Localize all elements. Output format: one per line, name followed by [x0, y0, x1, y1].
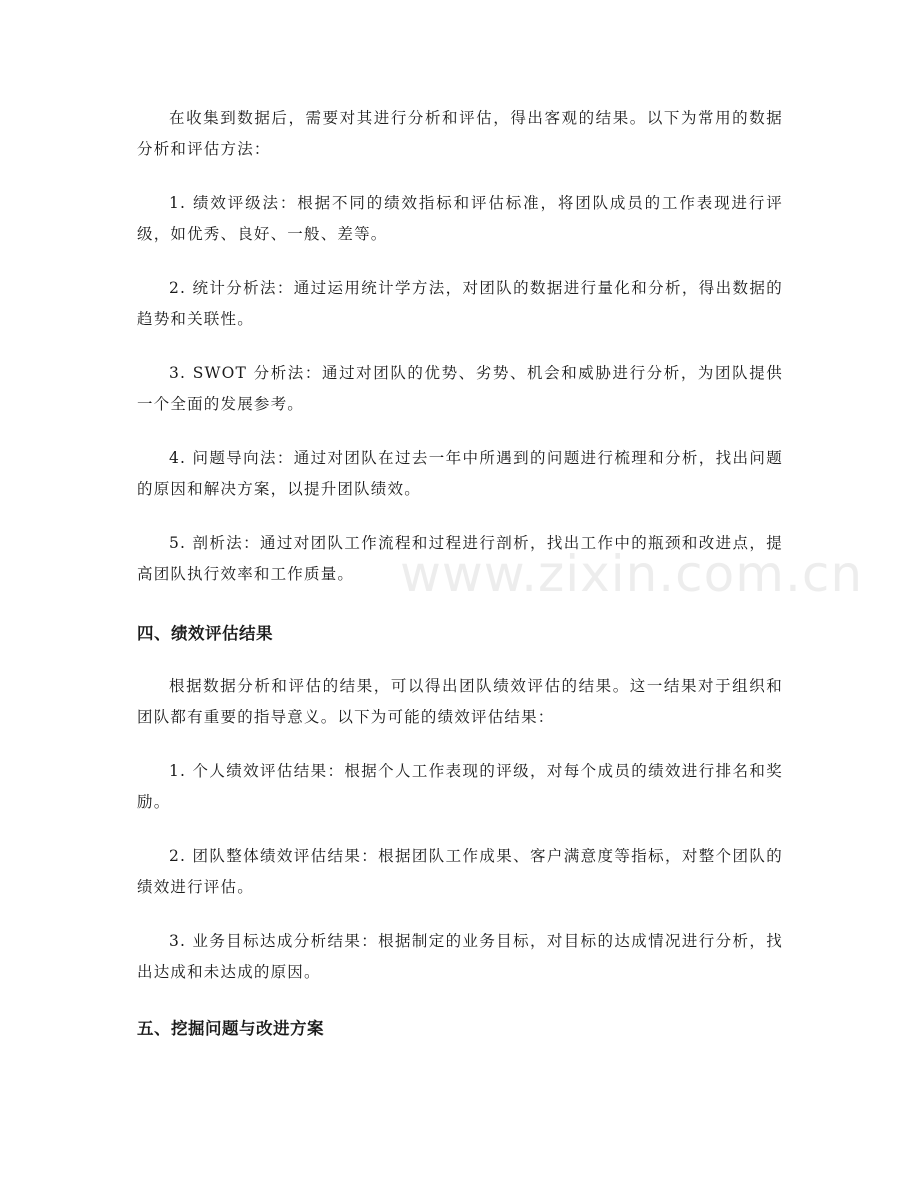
- paragraph-intro: 在收集到数据后，需要对其进行分析和评估，得出客观的结果。以下为常用的数据分析和评估方法：: [137, 109, 783, 158]
- section-heading-5: 五、挖掘问题与改进方案: [137, 1019, 324, 1038]
- list-item-method-2: 2. 统计分析法：通过运用统计学方法，对团队的数据进行量化和分析，得出数据的趋势和关联性。: [137, 279, 783, 328]
- list-item-result-1: 1. 个人绩效评估结果：根据个人工作表现的评级，对每个成员的绩效进行排名和奖励。: [137, 762, 783, 811]
- list-item-method-4: 4. 问题导向法：通过对团队在过去一年中所遇到的问题进行梳理和分析，找出问题的原因和解决方案，以提升团队绩效。: [137, 449, 783, 498]
- list-item-method-5: 5. 剖析法：通过对团队工作流程和过程进行剖析，找出工作中的瓶颈和改进点，提高团队执行效率和工作质量。: [137, 534, 783, 583]
- list-item-result-2: 2. 团队整体绩效评估结果：根据团队工作成果、客户满意度等指标，对整个团队的绩效进行评估。: [137, 847, 783, 896]
- list-item-result-3: 3. 业务目标达成分析结果：根据制定的业务目标，对目标的达成情况进行分析，找出达成和未达成的原因。: [137, 932, 783, 981]
- list-item-method-3: 3. SWOT 分析法：通过对团队的优势、劣势、机会和威胁进行分析，为团队提供一个全面的发展参考。: [137, 364, 783, 413]
- paragraph-section4-intro: 根据数据分析和评估的结果，可以得出团队绩效评估的结果。这一结果对于组织和团队都有重要的指导意义。以下为可能的绩效评估结果：: [137, 677, 783, 726]
- watermark: www.zixin.com.cn: [400, 545, 864, 603]
- section-heading-4: 四、绩效评估结果: [137, 624, 273, 643]
- list-item-method-1: 1. 绩效评级法：根据不同的绩效指标和评估标准，将团队成员的工作表现进行评级，如优秀、良好、一般、差等。: [137, 194, 783, 243]
